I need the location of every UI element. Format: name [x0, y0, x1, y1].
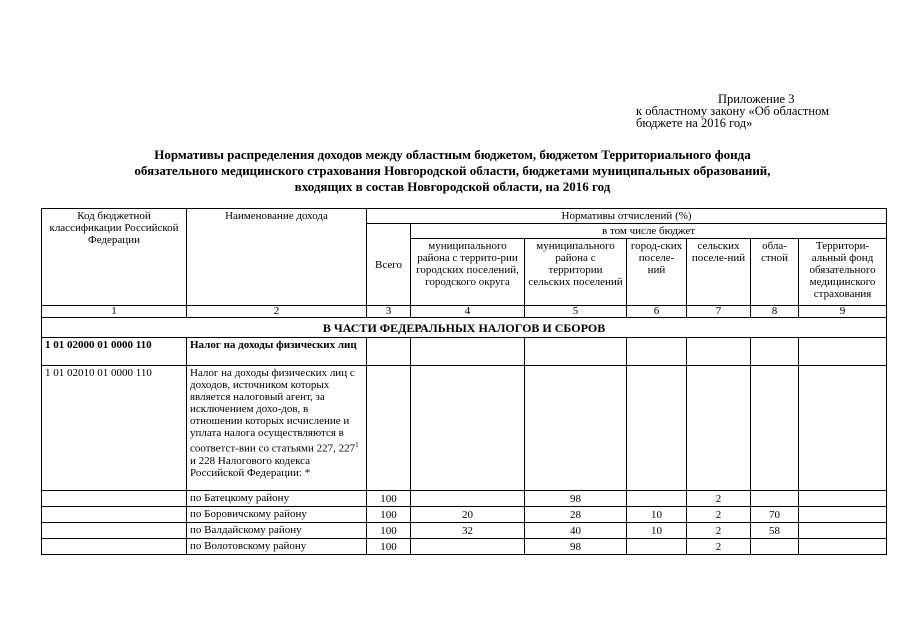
section-row	[42, 318, 887, 338]
total-value: 100	[367, 539, 411, 555]
mun-urban-value: 20	[411, 507, 525, 523]
income-tax-agent-name-part2: и 228 Налогового кодекса Российской Федерации: *	[190, 454, 311, 479]
column-number: 6	[627, 306, 687, 318]
appendix-note	[636, 93, 829, 129]
header-municipal-urban: муниципального района с террито-рии городских поселений, городского округа	[411, 239, 525, 306]
rural-value: 2	[687, 539, 751, 555]
mun-rural-value: 98	[525, 491, 627, 507]
urban-value	[627, 539, 687, 555]
rural-value: 2	[687, 523, 751, 539]
header-tfoms: Территори-альный фонд обязательного медицинского страхования	[799, 239, 887, 306]
document-title	[70, 147, 835, 195]
income-tax-agent-name-part1: Налог на доходы физических лиц с доходов, источником которых является налоговый агент, за исключением дохо-дов, в отношении которых исчисление и уплата налога осуществляются в соответст-вии со статьями 227, 227	[190, 367, 356, 455]
mun-rural-value: 98	[525, 539, 627, 555]
appendix-line-1: Приложение 3	[718, 92, 795, 106]
title-line-1: Нормативы распределения доходов между областным бюджетом, бюджетом Территориального фонда	[154, 147, 751, 162]
column-number: 5	[525, 306, 627, 318]
tfoms-value	[799, 539, 887, 555]
header-regional: обла-стной	[751, 239, 799, 306]
tfoms-value	[799, 491, 887, 507]
income-tax-agent-code: 1 01 02010 01 0000 110	[42, 366, 187, 491]
header-row-1	[42, 209, 887, 224]
column-number: 3	[367, 306, 411, 318]
total-value: 100	[367, 491, 411, 507]
rural-value: 2	[687, 507, 751, 523]
mun-urban-value	[411, 491, 525, 507]
column-number: 8	[751, 306, 799, 318]
income-tax-name: Налог на доходы физических лиц	[187, 338, 367, 366]
table-row	[42, 523, 887, 539]
table-row	[42, 539, 887, 555]
mun-rural-value: 40	[525, 523, 627, 539]
section-title: В ЧАСТИ ФЕДЕРАЛЬНЫХ НАЛОГОВ И СБОРОВ	[42, 318, 887, 338]
column-number: 2	[187, 306, 367, 318]
column-number: 9	[799, 306, 887, 318]
norms-table	[41, 208, 887, 555]
header-urban-settlements: город-ских поселе-ний	[627, 239, 687, 306]
table-row	[42, 338, 887, 366]
column-number: 7	[687, 306, 751, 318]
district-name: по Волотовскому району	[187, 539, 367, 555]
mun-urban-value	[411, 539, 525, 555]
table-row	[42, 507, 887, 523]
header-code: Код бюджетной классификации Российской Федерации	[42, 209, 187, 306]
header-name: Наименование дохода	[187, 209, 367, 306]
district-name: по Валдайскому району	[187, 523, 367, 539]
header-including: в том числе бюджет	[411, 224, 887, 239]
urban-value	[627, 491, 687, 507]
urban-value: 10	[627, 507, 687, 523]
district-name: по Боровичскому району	[187, 507, 367, 523]
title-line-3: входящих в состав Новгородской области, на 2016 год	[294, 179, 611, 194]
appendix-line-2: к областному закону «Об областном	[636, 104, 829, 118]
total-value: 100	[367, 507, 411, 523]
column-number: 1	[42, 306, 187, 318]
column-number: 4	[411, 306, 525, 318]
regional-value: 70	[751, 507, 799, 523]
total-value: 100	[367, 523, 411, 539]
district-name: по Батецкому району	[187, 491, 367, 507]
tfoms-value	[799, 507, 887, 523]
header-total: Всего	[367, 224, 411, 306]
income-tax-agent-name	[187, 366, 367, 491]
tfoms-value	[799, 523, 887, 539]
income-tax-code: 1 01 02000 01 0000 110	[42, 338, 187, 366]
regional-value	[751, 539, 799, 555]
footnote-superscript: 1	[355, 441, 359, 449]
appendix-line-3: бюджете на 2016 год»	[636, 116, 753, 130]
regional-value: 58	[751, 523, 799, 539]
mun-urban-value: 32	[411, 523, 525, 539]
table-row	[42, 366, 887, 491]
mun-rural-value: 28	[525, 507, 627, 523]
header-norms: Нормативы отчислений (%)	[367, 209, 887, 224]
title-line-2: обязательного медицинского страхования Новгородской области, бюджетами муниципальных образований,	[134, 163, 771, 178]
urban-value: 10	[627, 523, 687, 539]
header-rural-settlements: сельских поселе-ний	[687, 239, 751, 306]
regional-value	[751, 491, 799, 507]
table-row	[42, 491, 887, 507]
header-municipal-rural: муниципального района с территории сельских поселений	[525, 239, 627, 306]
column-numbers-row	[42, 306, 887, 318]
rural-value: 2	[687, 491, 751, 507]
